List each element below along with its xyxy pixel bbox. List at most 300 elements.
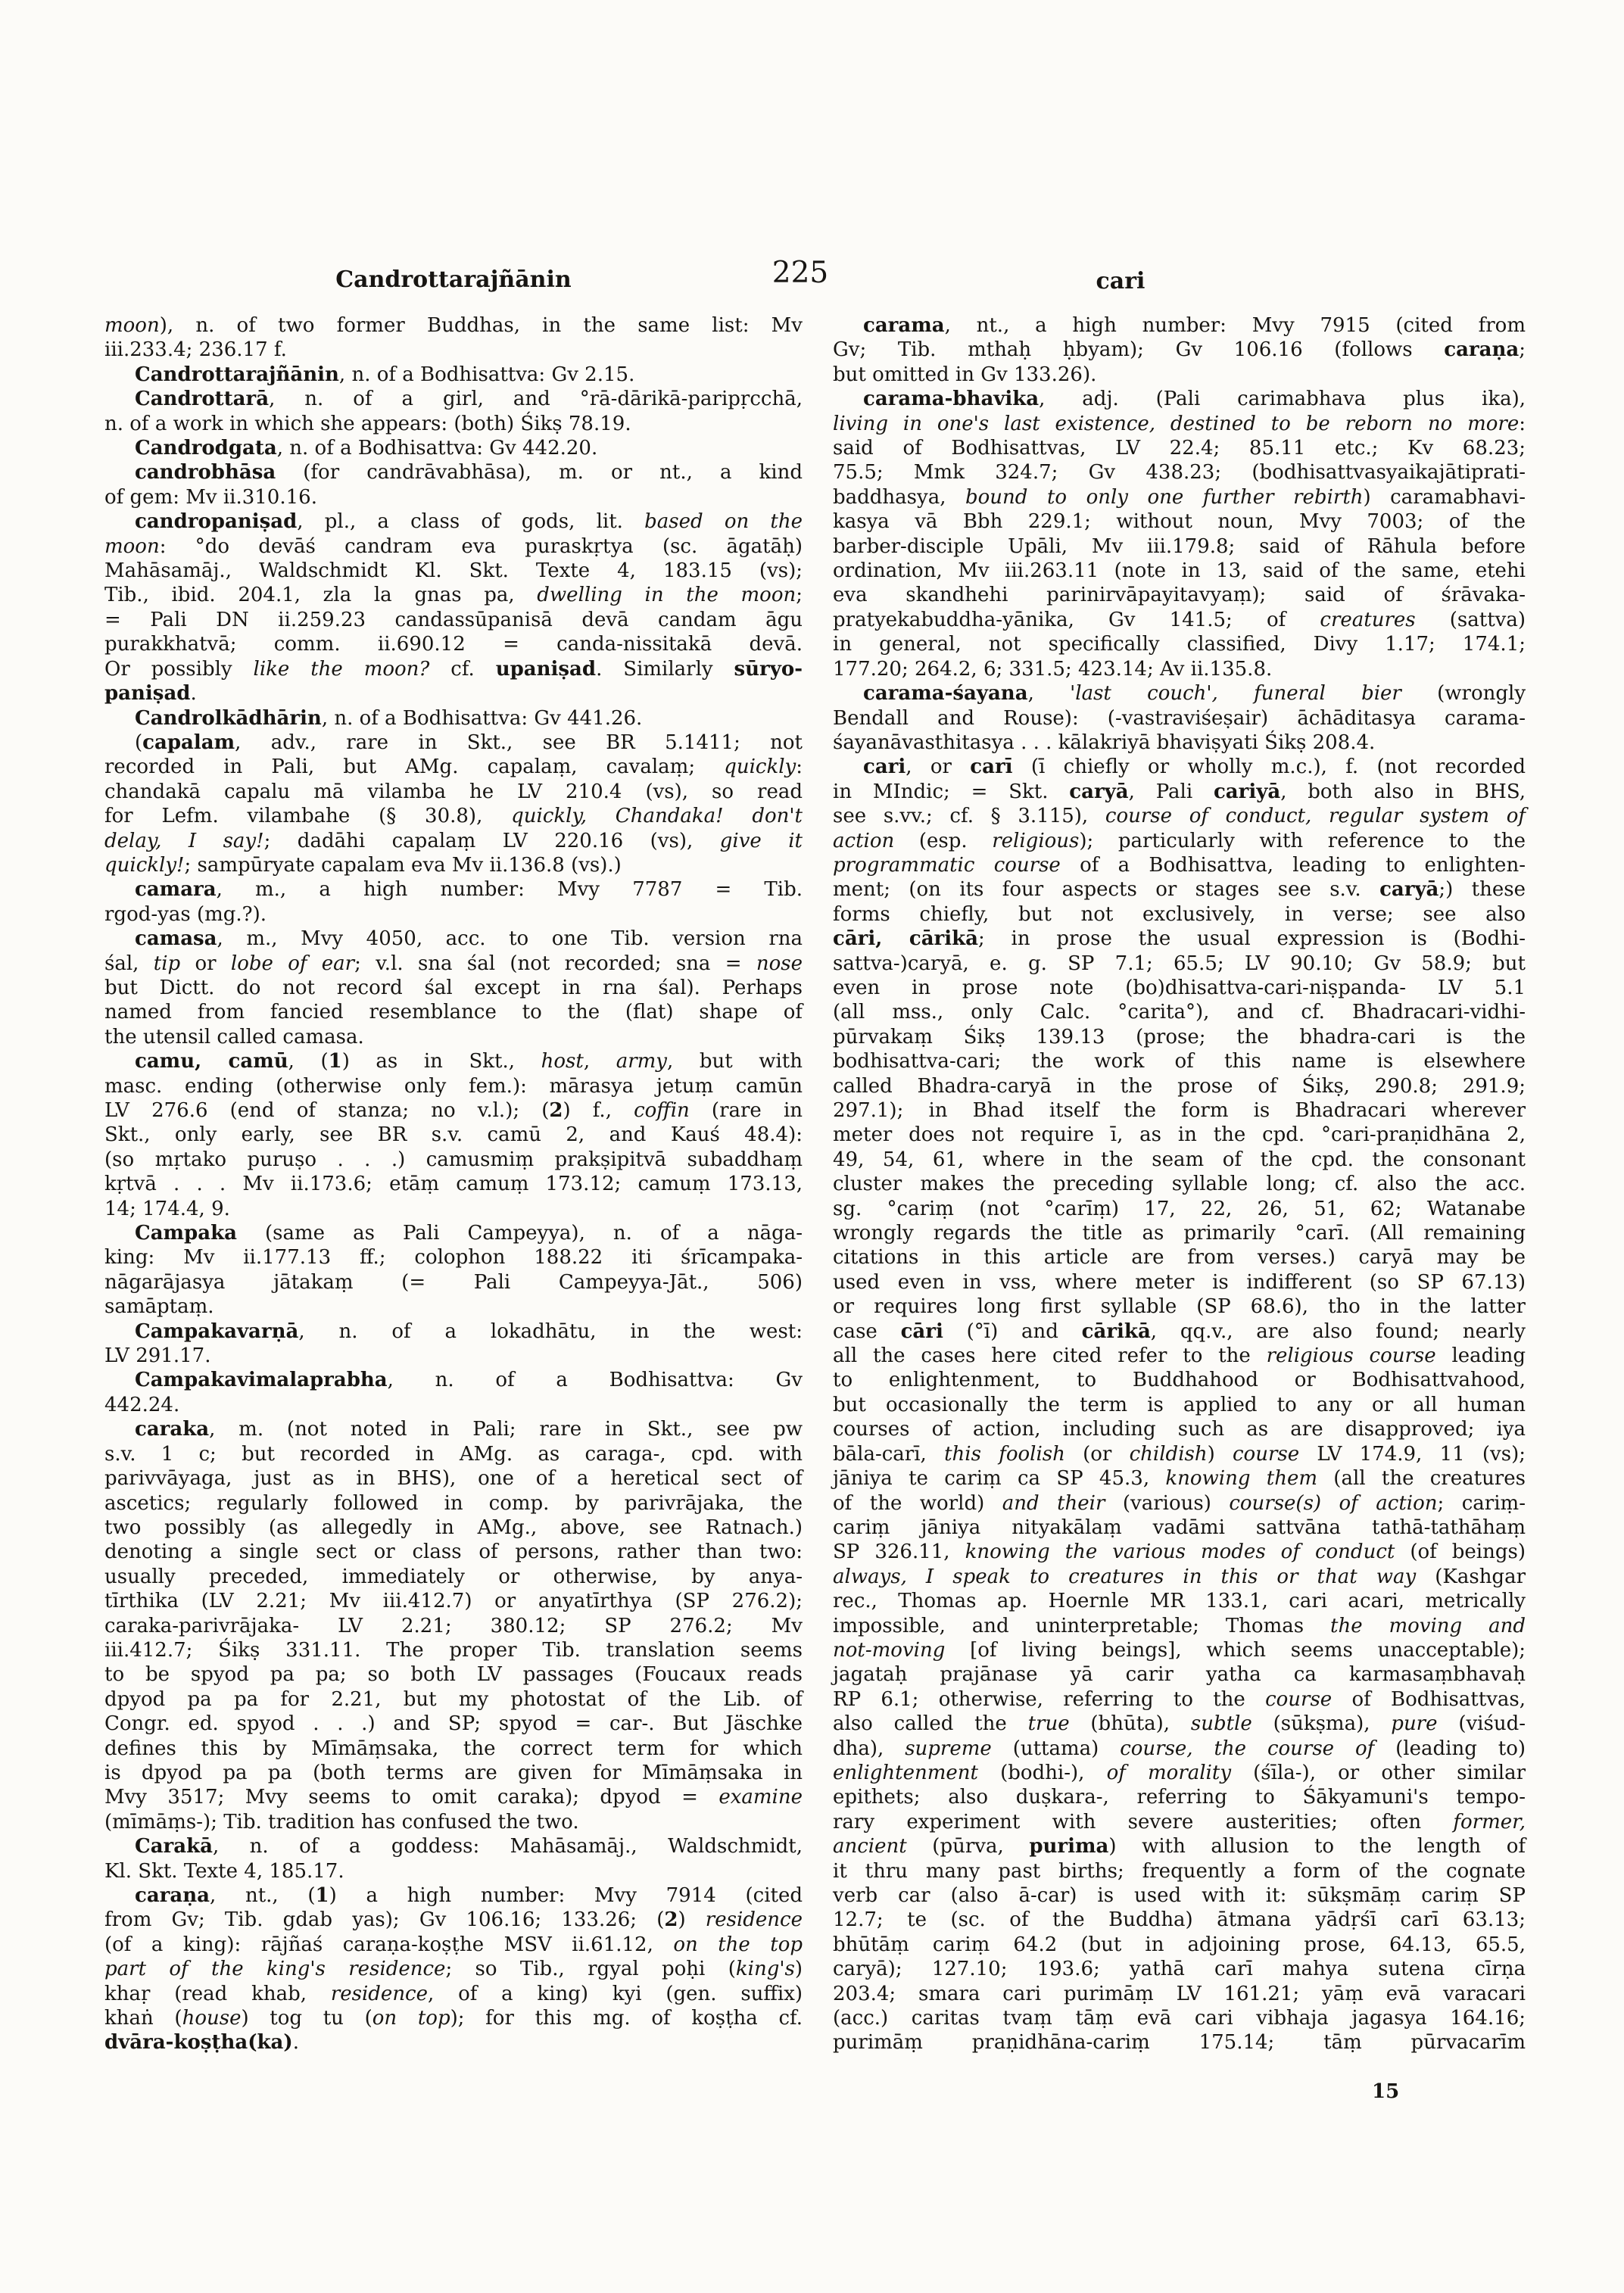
text-line [833, 1883, 1526, 1908]
body-text: case [833, 1319, 901, 1343]
gloss-text: course [1233, 1442, 1300, 1466]
body-text: all the cases here cited refer to the [833, 1344, 1267, 1368]
body-text: s.v. 1 c; but recorded in AMg. as caraga-, cpd. with [104, 1442, 803, 1466]
body-text: 12.7; te (sc. of the Buddha) ātmana yādṛśī carī 63.13; [833, 1908, 1526, 1932]
text-line [104, 804, 803, 828]
text-line [104, 1123, 803, 1147]
text-line [833, 1589, 1526, 1613]
body-text: , m., Mvy 4050, acc. to one Tib. version rna [217, 927, 803, 951]
text-line [104, 1737, 803, 1761]
body-text: but omitted in Gv 133.26). [833, 363, 1097, 386]
gloss-text: religious course [1266, 1344, 1436, 1368]
gloss-text: supreme [905, 1737, 992, 1760]
body-text: kṛtvā . . . Mv ii.173.6; etāṃ camuṃ 173.12; camuṃ 173.13, [104, 1173, 803, 1196]
body-text: ( [135, 731, 143, 754]
text-line [833, 436, 1526, 460]
body-text: or [180, 952, 231, 975]
body-text: (bhūta), [1069, 1712, 1191, 1736]
body-text: jagataḥ prajānase yā carir yatha ca karmasaṃbhavaḥ [833, 1663, 1526, 1687]
text-line [833, 1270, 1526, 1294]
text-line [104, 412, 803, 436]
text-line [104, 1172, 803, 1196]
text-line [104, 1245, 803, 1270]
text-line [104, 927, 803, 951]
body-text: śayanāvasthitasya . . . kālakriyā bhaviṣyati Śikṣ 208.4. [833, 731, 1376, 754]
text-line [104, 436, 803, 460]
body-text: pūrvakaṃ Śikṣ 139.13 (prose; the bhadra-cari is the [833, 1025, 1526, 1048]
headword-text: Campakavarṇā [135, 1319, 299, 1343]
text-line [104, 877, 803, 902]
body-text: , pl., a class of gods, lit. [297, 510, 645, 534]
text-line [104, 1393, 803, 1417]
gloss-text: not-moving [833, 1638, 946, 1662]
text-line [104, 1197, 803, 1221]
body-text: (all the creatures [1317, 1467, 1526, 1491]
body-text: called Bhadra-caryā in the prose of Śikṣ, 290.8; 291.9; [833, 1074, 1526, 1098]
body-text: (ī chiefly or wholly m.c.), f. (not recorded [1012, 756, 1526, 779]
headword-text: Campaka [135, 1222, 237, 1245]
text-line [104, 1933, 803, 1957]
text-line [104, 363, 803, 387]
text-line [104, 1294, 803, 1319]
body-text: n. of a work in which she appears: (both) Śikṣ 78.19. [104, 412, 631, 435]
body-text: . [190, 682, 197, 706]
body-text: 49, 54, 61, where in the seam of the cpd. the consonant [833, 1148, 1526, 1171]
body-text: dpyod pa pa for 2.21, but my photostat of the Lib. of [104, 1687, 803, 1711]
gloss-text: coffin [634, 1099, 690, 1122]
text-line [833, 706, 1526, 731]
body-text: Kl. Skt. Texte 4, 185.17. [104, 1859, 344, 1883]
text-line [104, 1859, 803, 1883]
headword-text: dvāra-koṣṭha(ka) [104, 2031, 293, 2055]
text-line [104, 632, 803, 656]
gloss-text: army [616, 1050, 667, 1073]
headword-text: carama-bhavika [863, 388, 1040, 411]
text-line [833, 877, 1526, 902]
headword-text: camu, camū [135, 1050, 288, 1073]
body-text: jāniya te cariṃ ca SP 45.3, [833, 1467, 1166, 1491]
body-text: but occasionally the term is applied to any or all human [833, 1393, 1526, 1416]
text-line [833, 363, 1526, 387]
body-text: (so mṛtako puruṣo . . .) camusmiṃ prakṣipitvā subaddhaṃ [104, 1148, 803, 1171]
body-text: (various) [1105, 1491, 1230, 1515]
body-text: to enlightenment, to Buddhahood or Bodhisattvahood, [833, 1369, 1526, 1392]
text-line [104, 1516, 803, 1540]
gloss-text: host [541, 1050, 584, 1073]
gloss-text: course, the course of [1120, 1737, 1375, 1760]
body-text: : °do devāś candram eva puraskṛtya (sc. āgatāḥ) [159, 534, 803, 558]
body-text: kasya vā Bbh 229.1; without noun, Mvy 7003; of the [833, 510, 1526, 534]
gloss-text: this foolish [944, 1442, 1065, 1466]
headword-text: cari [863, 756, 906, 779]
body-text: of the world) [833, 1491, 1002, 1515]
body-text: (acc.) caritas tvaṃ tāṃ evā cari vibhaja jagasya 164.16; [833, 2007, 1526, 2030]
body-text: ; [1519, 338, 1526, 362]
body-text: or requires long first syllable (SP 68.6), tho in the latter [833, 1295, 1526, 1319]
gloss-text: tip [153, 952, 181, 975]
headword-text: cārikā [1081, 1319, 1151, 1343]
body-text: the utensil called camasa. [104, 1025, 364, 1048]
text-line [104, 1662, 803, 1687]
text-line [104, 1466, 803, 1491]
body-text: Tib., ibid. 204.1, zla la gnas pa, [104, 584, 538, 607]
body-text: courses of action, including such as are disapproved; iya [833, 1418, 1526, 1441]
body-text: bodhisattva-cari; the work of this name is elsewhere [833, 1050, 1526, 1073]
body-text: tīrthika (LV 2.21; Mv iii.412.7) or anyatīrthya (SP 276.2); [104, 1590, 803, 1613]
gloss-text: true [1027, 1712, 1070, 1736]
body-text: ; v.l. sna śal (not recorded; sna = [354, 952, 756, 975]
body-text: (or [1064, 1442, 1130, 1466]
text-line [104, 952, 803, 976]
body-text: ) as in Skt., [341, 1050, 541, 1073]
headword-text: 1 [328, 1050, 342, 1073]
text-line [104, 1565, 803, 1589]
signature-number: 15 [1372, 2080, 1400, 2103]
body-text: ascetics; regularly followed in comp. by parivrājaka, the [104, 1491, 803, 1515]
headword-text: capalam [142, 731, 235, 754]
text-line [833, 780, 1526, 804]
text-line [104, 731, 803, 755]
headword-text: candropaniṣad [135, 510, 298, 534]
body-text: SP 326.11, [833, 1541, 965, 1564]
text-line [104, 976, 803, 1000]
body-text: caryā); 127.10; 193.6; yathā carī mahya sutena cīrṇa [833, 1958, 1526, 1981]
body-text: ; in prose the usual expression is (Bodhi- [978, 927, 1526, 951]
gloss-text: residence [705, 1908, 803, 1932]
body-text: LV 291.17. [104, 1344, 211, 1368]
text-line [833, 1761, 1526, 1785]
body-text: (of beings) [1395, 1541, 1526, 1564]
text-line [833, 731, 1526, 755]
body-text: : [1519, 412, 1526, 435]
headword-text: cāri [900, 1319, 943, 1343]
gloss-text: subtle [1190, 1712, 1252, 1736]
body-text: pratyekabuddha-yānika, Gv 141.5; of [833, 608, 1320, 631]
text-line [833, 1662, 1526, 1687]
text-line [104, 2030, 803, 2055]
body-text: ; sampūryate capalam eva Mv ii.136.8 (vs).) [184, 853, 622, 877]
text-line [104, 534, 803, 559]
body-text: king: Mv ii.177.13 ff.; colophon 188.22 iti śrīcampaka- [104, 1246, 803, 1270]
text-line [833, 1148, 1526, 1172]
text-line [104, 829, 803, 853]
text-line [104, 1344, 803, 1368]
body-text: , or [906, 756, 971, 779]
gloss-text: knowing the various modes of conduct [965, 1541, 1395, 1564]
body-text: [of living beings], which seems unacceptable); [945, 1638, 1526, 1662]
text-line [104, 1270, 803, 1294]
body-text: ; cariṃ- [1437, 1491, 1526, 1515]
text-line [104, 338, 803, 362]
body-text: , [583, 1050, 616, 1073]
body-text: bāla-carī, [833, 1442, 945, 1466]
text-line [833, 1368, 1526, 1392]
body-text: 14; 174.4, 9. [104, 1197, 230, 1220]
gloss-text: king's [735, 1958, 795, 1981]
text-line [833, 559, 1526, 583]
text-line [833, 1516, 1526, 1540]
right-column [833, 313, 1526, 2055]
body-text: Bendall and Rouse): (-vastraviśeṣair) āchāditasya carama- [833, 706, 1526, 730]
body-text: LV 174.9, 11 (vs); [1299, 1442, 1526, 1466]
text-line [104, 608, 803, 632]
body-text: , but with [666, 1050, 803, 1073]
headword-text: caraka [135, 1418, 210, 1441]
gloss-text: quickly [724, 756, 796, 779]
headword-text: caryā [1069, 780, 1129, 803]
text-line [104, 1221, 803, 1245]
body-text: , [1027, 682, 1071, 706]
text-line [833, 1417, 1526, 1441]
body-text: ) a high number: Mvy 7914 (cited [329, 1884, 803, 1907]
body-text: chandakā capalu mā vilamba he LV 210.4 (vs), so read [104, 780, 803, 803]
page-number: 225 [771, 256, 829, 290]
text-line [104, 1000, 803, 1024]
body-text: purakkhatvā; comm. ii.690.12 = canda-nissitakā devā. [104, 633, 803, 656]
body-text: , both also in BHS, [1280, 780, 1526, 803]
body-text: ); particularly with reference to the [1079, 829, 1526, 852]
body-text: ordination, Mv iii.263.11 (note in 13, said of the same, etehi [833, 559, 1526, 583]
body-text: Congr. ed. spyod . . .) and SP; spyod = car-. But Jäschke [104, 1712, 803, 1736]
gloss-text: examine [718, 1786, 803, 1809]
headword-text: 2 [664, 1908, 678, 1932]
text-line [833, 534, 1526, 559]
body-text: . Similarly [596, 657, 734, 681]
text-line [833, 1712, 1526, 1736]
text-line [104, 2006, 803, 2030]
headword-text: carama [863, 314, 945, 337]
text-line [104, 1074, 803, 1098]
text-line [833, 1123, 1526, 1147]
text-line [104, 853, 803, 877]
body-text: 297.1); in Bhad itself the form is Bhadracari wherever [833, 1099, 1526, 1122]
body-text: , ( [288, 1050, 329, 1073]
body-text: ) caramabhavi- [1363, 485, 1526, 509]
gloss-text: the moving and [1330, 1614, 1526, 1637]
text-line [833, 829, 1526, 853]
headword-text: caraṇa [135, 1884, 210, 1907]
body-text: in MIndic; = Skt. [833, 780, 1070, 803]
text-line [104, 1098, 803, 1123]
text-line [833, 755, 1526, 779]
body-text: = Pali DN ii.259.23 candassūpanisā devā candam āgu [104, 608, 803, 631]
body-text: ment; (on its four aspects or stages see s.v. [833, 878, 1380, 902]
text-line [104, 1025, 803, 1049]
body-text: for Lefm. vilambahe (§ 30.8), [104, 805, 512, 828]
body-text: cariṃ jāniya nityakālaṃ vadāmi sattvāna tathā-tathāhaṃ [833, 1516, 1526, 1539]
gloss-text: action [833, 829, 895, 852]
gloss-text: always, I speak to creatures in this or that way [833, 1565, 1417, 1588]
text-line [833, 927, 1526, 951]
text-line [833, 1098, 1526, 1123]
body-text: nāgarājasya jātakaṃ (= Pali Campeyya-Jāt., 506) [104, 1270, 803, 1294]
headword-text: sūryo- [734, 657, 803, 681]
body-text: Mvy 3517; Mvy seems to omit caraka); dpyod = [104, 1786, 719, 1809]
text-line [104, 681, 803, 706]
gloss-text: living in one's last existence, destined to be reborn no more [833, 412, 1520, 435]
gloss-text: religious [992, 829, 1080, 852]
text-line [104, 1049, 803, 1073]
body-text: leading [1435, 1344, 1526, 1368]
gloss-text: and their [1002, 1491, 1105, 1515]
body-text: ) [794, 1958, 803, 1981]
body-text: 203.4; smara cari purimāṃ LV 161.21; yāṃ evā varacari [833, 1982, 1526, 2005]
body-text: in general, not specifically classified, Divy 1.17; 174.1; [833, 633, 1526, 656]
gloss-text: childish [1129, 1442, 1208, 1466]
body-text: (sattva) [1415, 608, 1526, 631]
body-text: , qq.v., are also found; nearly [1150, 1319, 1526, 1343]
text-line [833, 632, 1526, 656]
gloss-text: creatures [1320, 608, 1416, 631]
text-line [833, 1859, 1526, 1883]
text-line [833, 2030, 1526, 2055]
headword-text: cariyā [1213, 780, 1281, 803]
body-text: , nt., a high number: Mvy 7915 (cited from [944, 314, 1526, 337]
headword-text: Candrodgata [135, 437, 277, 460]
body-text: , n. of a lokadhātu, in the west: [298, 1319, 803, 1343]
gloss-text: lobe of ear [230, 952, 355, 975]
body-text: is dpyod pa pa (both terms are given for Mīmāṃsaka in [104, 1761, 803, 1784]
text-line [104, 1614, 803, 1638]
body-text: , m., a high number: Mvy 7787 = Tib. [216, 878, 803, 902]
text-line [833, 976, 1526, 1000]
text-line [104, 559, 803, 583]
body-text: śal, [104, 952, 154, 975]
text-line [104, 1417, 803, 1441]
body-text: forms chiefly, but not exclusively, in verse; see also [833, 902, 1526, 926]
text-line [104, 755, 803, 779]
headword-text: Candrottarajñānin [135, 363, 339, 386]
body-text: ; dadāhi capalaṃ LV 220.16 (vs), [263, 829, 720, 852]
text-line [833, 1785, 1526, 1809]
body-text: baddhasya, [833, 485, 965, 509]
body-text: even in prose note (bo)dhisattva-cari-niṣpanda- LV 5.1 [833, 976, 1526, 999]
gloss-text: pure [1391, 1712, 1438, 1736]
body-text: of Bodhisattvas, [1332, 1687, 1526, 1711]
text-line [833, 2006, 1526, 2030]
gloss-text: on the top [673, 1933, 803, 1956]
text-line [833, 1834, 1526, 1858]
body-text: RP 6.1; otherwise, referring to the [833, 1687, 1266, 1711]
body-text: (same as Pali Campeyya), n. of a nāga- [236, 1222, 803, 1245]
text-line [104, 1834, 803, 1858]
text-line [833, 1049, 1526, 1073]
body-text: , of a king) kyi (gen. suffix) [428, 1982, 803, 2005]
text-line [833, 1442, 1526, 1466]
body-text: LV 276.6 (end of stanza; no v.l.); ( [104, 1099, 550, 1122]
body-text: , n. of a Bodhisattva: Gv 441.26. [321, 706, 643, 730]
body-text: (of a king): rājñaś caraṇa-koṣṭhe MSV ii.61.12, [104, 1933, 674, 1956]
text-line [833, 338, 1526, 362]
text-line [104, 1148, 803, 1172]
running-head-right-term: cari [1096, 268, 1146, 294]
body-text: also called the [833, 1712, 1028, 1736]
body-text: , n. of a Bodhisattva: Gv [387, 1369, 803, 1392]
headword-text: Candrottarā [135, 388, 270, 411]
text-line [104, 1883, 803, 1908]
gloss-text: residence [330, 1982, 429, 2005]
text-line [833, 1344, 1526, 1368]
text-line [104, 1810, 803, 1834]
body-text: , n. of a girl, and °rā-dārikā-paripṛcchā, [269, 388, 803, 411]
gloss-text: nose [756, 952, 803, 975]
body-text: recorded in Pali, but AMg. capalaṃ, cavalaṃ; [104, 756, 725, 779]
body-text: ), n. of two former Buddhas, in the same list: Mv [159, 314, 803, 337]
text-line [833, 657, 1526, 681]
body-text: see s.vv.; cf. § 3.115), [833, 805, 1105, 828]
gloss-text: house [182, 2007, 242, 2030]
body-text: two possibly (as allegedly in AMg., above, see Ratnach.) [104, 1516, 803, 1539]
body-text: (wrongly [1401, 682, 1526, 706]
body-text: Skt., only early, see BR s.v. camū 2, and Kauś 48.4): [104, 1123, 803, 1147]
gloss-text: knowing them [1165, 1467, 1318, 1491]
text-line [104, 509, 803, 534]
text-line [833, 1687, 1526, 1712]
body-text: (esp. [894, 829, 993, 852]
body-text: epithets; also duṣkara-, referring to Śākyamuni's tempo- [833, 1786, 1526, 1809]
gloss-text: enlightenment [833, 1761, 978, 1784]
body-text: (śīla-), or other similar [1231, 1761, 1526, 1784]
body-text: (Kashgar [1416, 1565, 1526, 1588]
headword-text: Campakavimalaprabha [135, 1369, 388, 1392]
gloss-text: bound to only one further rebirth [965, 485, 1364, 509]
body-text: purimāṃ praṇidhāna-cariṃ 175.14; tāṃ pūrvacarīm [833, 2031, 1526, 2055]
headword-text: cāri, cārikā [833, 927, 978, 951]
body-text: masc. ending (otherwise only fem.): mārasya jetuṃ camūn [104, 1074, 803, 1098]
headword-text: Candrolkādhārin [135, 706, 322, 730]
body-text: ) [678, 1908, 706, 1932]
text-line [104, 1319, 803, 1344]
text-line [833, 1245, 1526, 1270]
text-line [833, 1908, 1526, 1932]
gloss-text: quickly, Chandaka! don't [511, 805, 803, 828]
body-text: used even in vss, where meter is indifferent (so SP 67.13) [833, 1270, 1526, 1294]
body-text: rgod-yas (mg.?). [104, 902, 267, 926]
body-text: from Gv; Tib. gdab yas); Gv 106.16; 133.26; ( [104, 1908, 665, 1932]
body-text: eva skandhehi parinirvāpayitavyaṃ); said of śrāvaka- [833, 584, 1526, 607]
text-line [833, 1737, 1526, 1761]
headword-text: paniṣad [104, 682, 191, 706]
text-line [833, 1957, 1526, 1981]
text-line [104, 902, 803, 927]
text-line [104, 1368, 803, 1392]
body-text: 75.5; Mmk 324.7; Gv 438.23; (bodhisattvasyaikajātiprati- [833, 461, 1526, 484]
body-text: , n. of a Bodhisattva: Gv 2.15. [338, 363, 635, 386]
gloss-text: quickly! [104, 853, 185, 877]
body-text: ;) these [1439, 878, 1526, 902]
text-line [833, 1933, 1526, 1957]
text-line [833, 902, 1526, 927]
body-text: , n. of a Bodhisattva: Gv 442.20. [276, 437, 598, 460]
body-text: named from fancied resemblance to the (flat) shape of [104, 1001, 803, 1024]
text-line [833, 1491, 1526, 1516]
gloss-text: programmatic course [833, 853, 1061, 877]
text-line [833, 1025, 1526, 1049]
text-line [104, 583, 803, 607]
text-line [833, 1221, 1526, 1245]
body-text: wrongly regards the title as primarily °carī. (All remaining [833, 1222, 1526, 1245]
body-text: to be spyod pa pa; so both LV passages (Foucaux reads [104, 1663, 803, 1687]
text-line [104, 485, 803, 509]
headword-text: camara [135, 878, 217, 902]
body-text: sg. °cariṃ (not °carīṃ) 17, 22, 26, 51, 62; Watanabe [833, 1197, 1526, 1220]
body-text: Mahāsamāj., Waldschmidt Kl. Skt. Texte 4, 183.15 (vs); [104, 559, 803, 583]
gloss-text: dwelling in the moon [537, 584, 796, 607]
headword-text: 2 [549, 1099, 563, 1122]
body-text: it thru many past births; frequently a form of the cognate [833, 1859, 1526, 1883]
text-line [104, 313, 803, 338]
gloss-text: course [1265, 1687, 1333, 1711]
